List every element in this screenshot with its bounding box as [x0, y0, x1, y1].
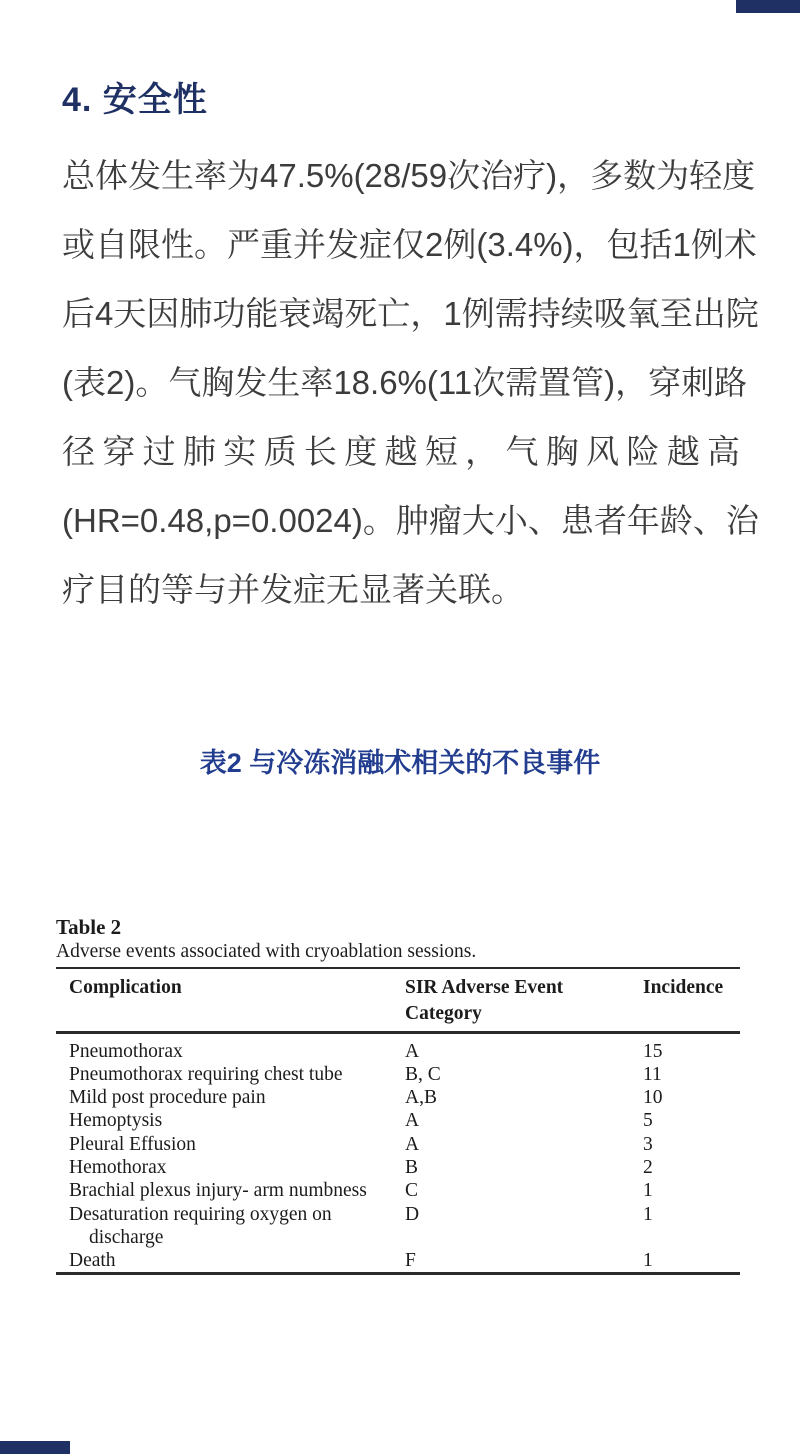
- cell-category: A: [405, 1040, 420, 1062]
- cell-complication: Hemoptysis: [69, 1110, 163, 1132]
- cell-incidence: 2: [643, 1156, 653, 1178]
- table-row: [69, 1203, 740, 1250]
- body-line: (HR=0.48,p=0.0024)。肿瘤大小、患者年龄、治: [62, 502, 759, 539]
- body-paragraph: [62, 141, 759, 624]
- cell-category: A: [405, 1110, 420, 1132]
- table-row: [69, 1109, 740, 1132]
- cell-incidence: 3: [643, 1133, 653, 1155]
- cell-incidence: 11: [643, 1063, 662, 1085]
- cell-complication: Pneumothorax requiring chest tube: [69, 1063, 343, 1085]
- cell-category: B: [405, 1156, 419, 1178]
- body-line: (表2)。气胸发生率18.6%(11次需置管)，穿刺路: [62, 364, 748, 401]
- cell-incidence: 5: [643, 1110, 653, 1132]
- cell-category: C: [405, 1180, 419, 1202]
- table-row: [69, 1040, 740, 1063]
- cell-complication: Brachial plexus injury- arm numbness: [69, 1180, 367, 1202]
- body-line: 疗目的等与并发症无显著关联。: [62, 571, 524, 608]
- cell-category: D: [405, 1203, 420, 1225]
- cell-category: F: [405, 1250, 416, 1272]
- table-rule-bottom: [56, 1272, 740, 1275]
- table-header-row: [56, 969, 740, 1027]
- cell-complication: Pleural Effusion: [69, 1133, 196, 1155]
- column-header-sir-line1: SIR Adverse Event: [405, 977, 564, 998]
- table-caption-zh: 表2 与冷冻消融术相关的不良事件: [199, 748, 601, 778]
- section-heading: 4. 安全性: [62, 81, 208, 119]
- corner-accent-bottom-left: [0, 1441, 70, 1454]
- cell-complication-line2: discharge: [89, 1226, 164, 1248]
- cell-incidence: 1: [643, 1250, 653, 1272]
- cell-category: B, C: [405, 1063, 441, 1085]
- table-row: [69, 1249, 740, 1272]
- body-line: 后4天因肺功能衰竭死亡，1例需持续吸氧至出院: [62, 295, 759, 332]
- cell-complication: [69, 1203, 405, 1250]
- cell-complication-line1: Desaturation requiring oxygen on: [69, 1203, 332, 1225]
- cell-incidence: 10: [643, 1087, 663, 1109]
- cell-incidence: 1: [643, 1180, 653, 1202]
- cell-category: A: [405, 1133, 420, 1155]
- body-line: 或自限性。严重并发症仅2例(3.4%)，包括1例术: [62, 226, 757, 263]
- table-row: [69, 1179, 740, 1202]
- table-subtitle: Adverse events associated with cryoablation sessions.: [56, 941, 477, 962]
- cell-category: A,B: [405, 1087, 437, 1109]
- journal-table-figure: [56, 914, 740, 1275]
- column-header-sir-category: [405, 975, 643, 1027]
- table-row: [69, 1133, 740, 1156]
- corner-accent-top-right: [736, 0, 800, 13]
- table-row: [69, 1156, 740, 1179]
- table-row: [69, 1086, 740, 1109]
- cell-complication: Pneumothorax: [69, 1040, 183, 1062]
- table-title: Table 2: [56, 915, 122, 939]
- cell-complication: Hemothorax: [69, 1156, 167, 1178]
- cell-incidence: 1: [643, 1203, 653, 1225]
- column-header-complication: Complication: [69, 977, 182, 998]
- body-line: 径穿过肺实质长度越短，气胸风险越高: [62, 433, 740, 470]
- column-header-incidence: Incidence: [643, 977, 724, 998]
- body-line: 总体发生率为47.5%(28/59次治疗)，多数为轻度: [62, 157, 756, 194]
- cell-complication: Mild post procedure pain: [69, 1087, 266, 1109]
- table-row: [69, 1063, 740, 1086]
- cell-complication: Death: [69, 1250, 116, 1272]
- table-body: [56, 1034, 740, 1273]
- cell-incidence: 15: [643, 1040, 663, 1062]
- column-header-sir-line2: Category: [405, 1003, 482, 1024]
